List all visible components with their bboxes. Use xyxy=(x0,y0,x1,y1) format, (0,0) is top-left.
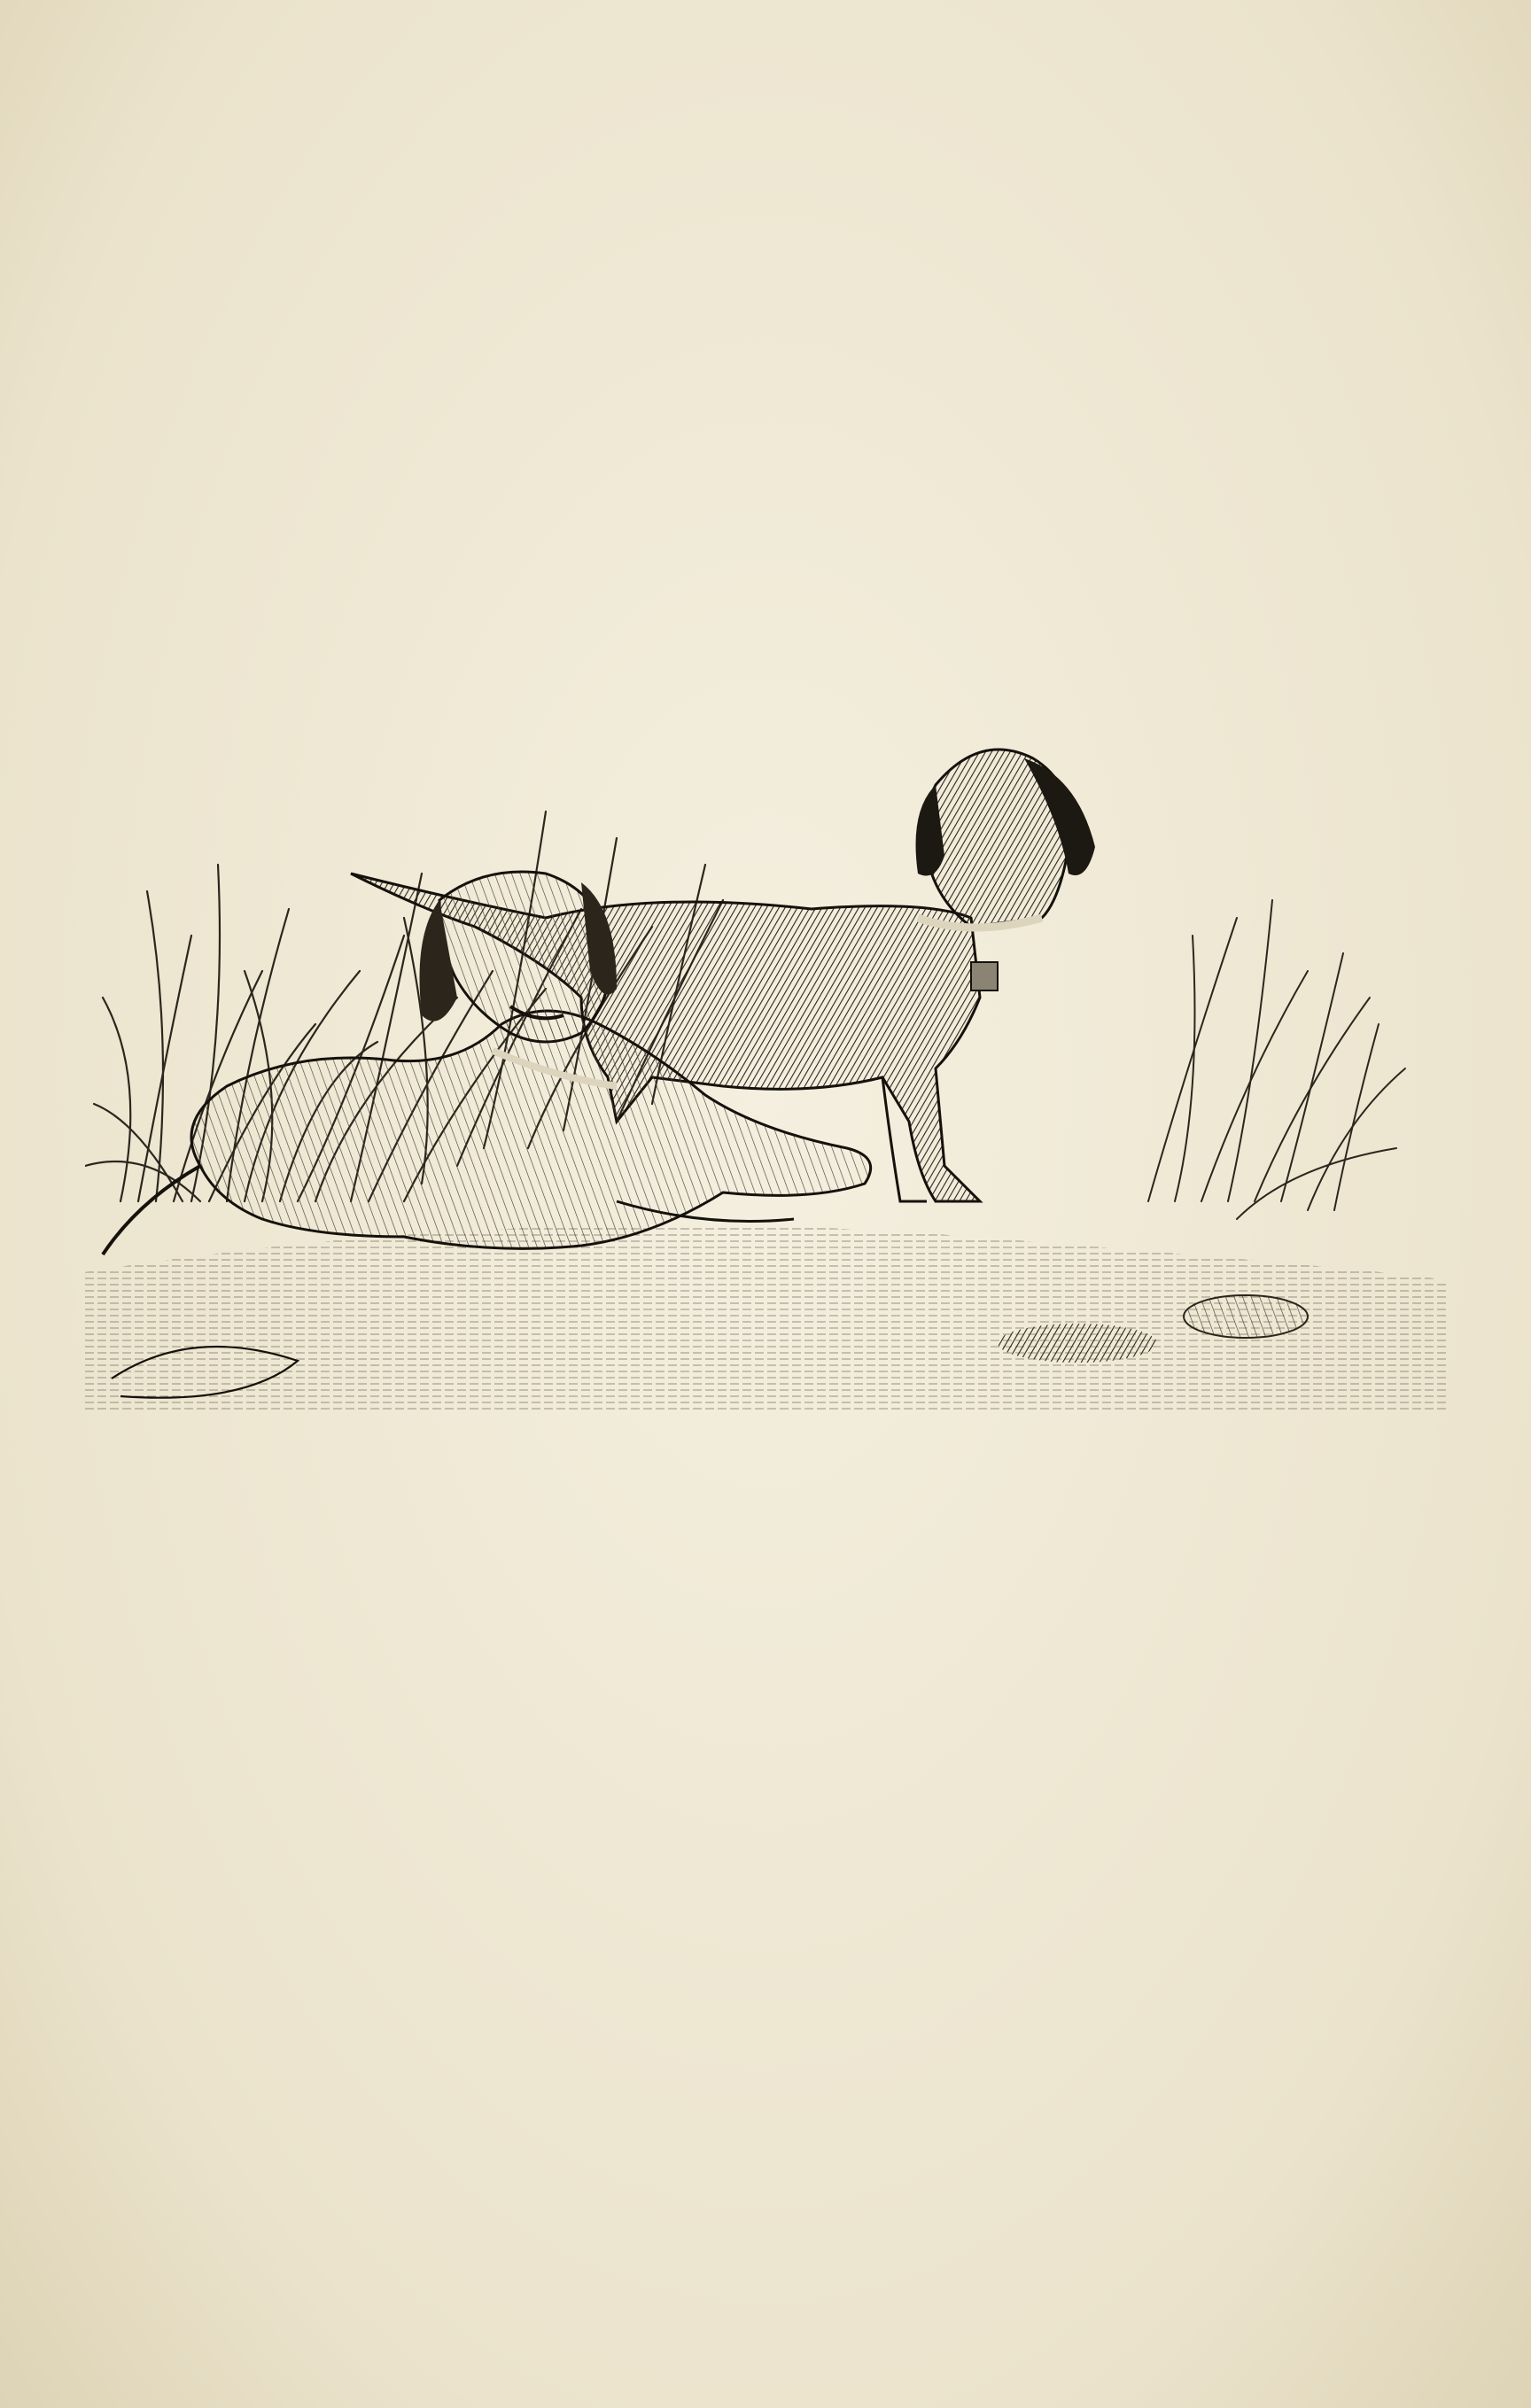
collar-tag xyxy=(971,962,998,990)
stone-shadow xyxy=(998,1324,1157,1363)
grass-right xyxy=(1148,900,1405,1219)
stone xyxy=(1184,1295,1308,1338)
running-head xyxy=(0,55,1531,101)
tail xyxy=(103,1166,200,1254)
engraving-image xyxy=(85,705,1449,1414)
dachshund-illustration xyxy=(85,705,1449,1414)
